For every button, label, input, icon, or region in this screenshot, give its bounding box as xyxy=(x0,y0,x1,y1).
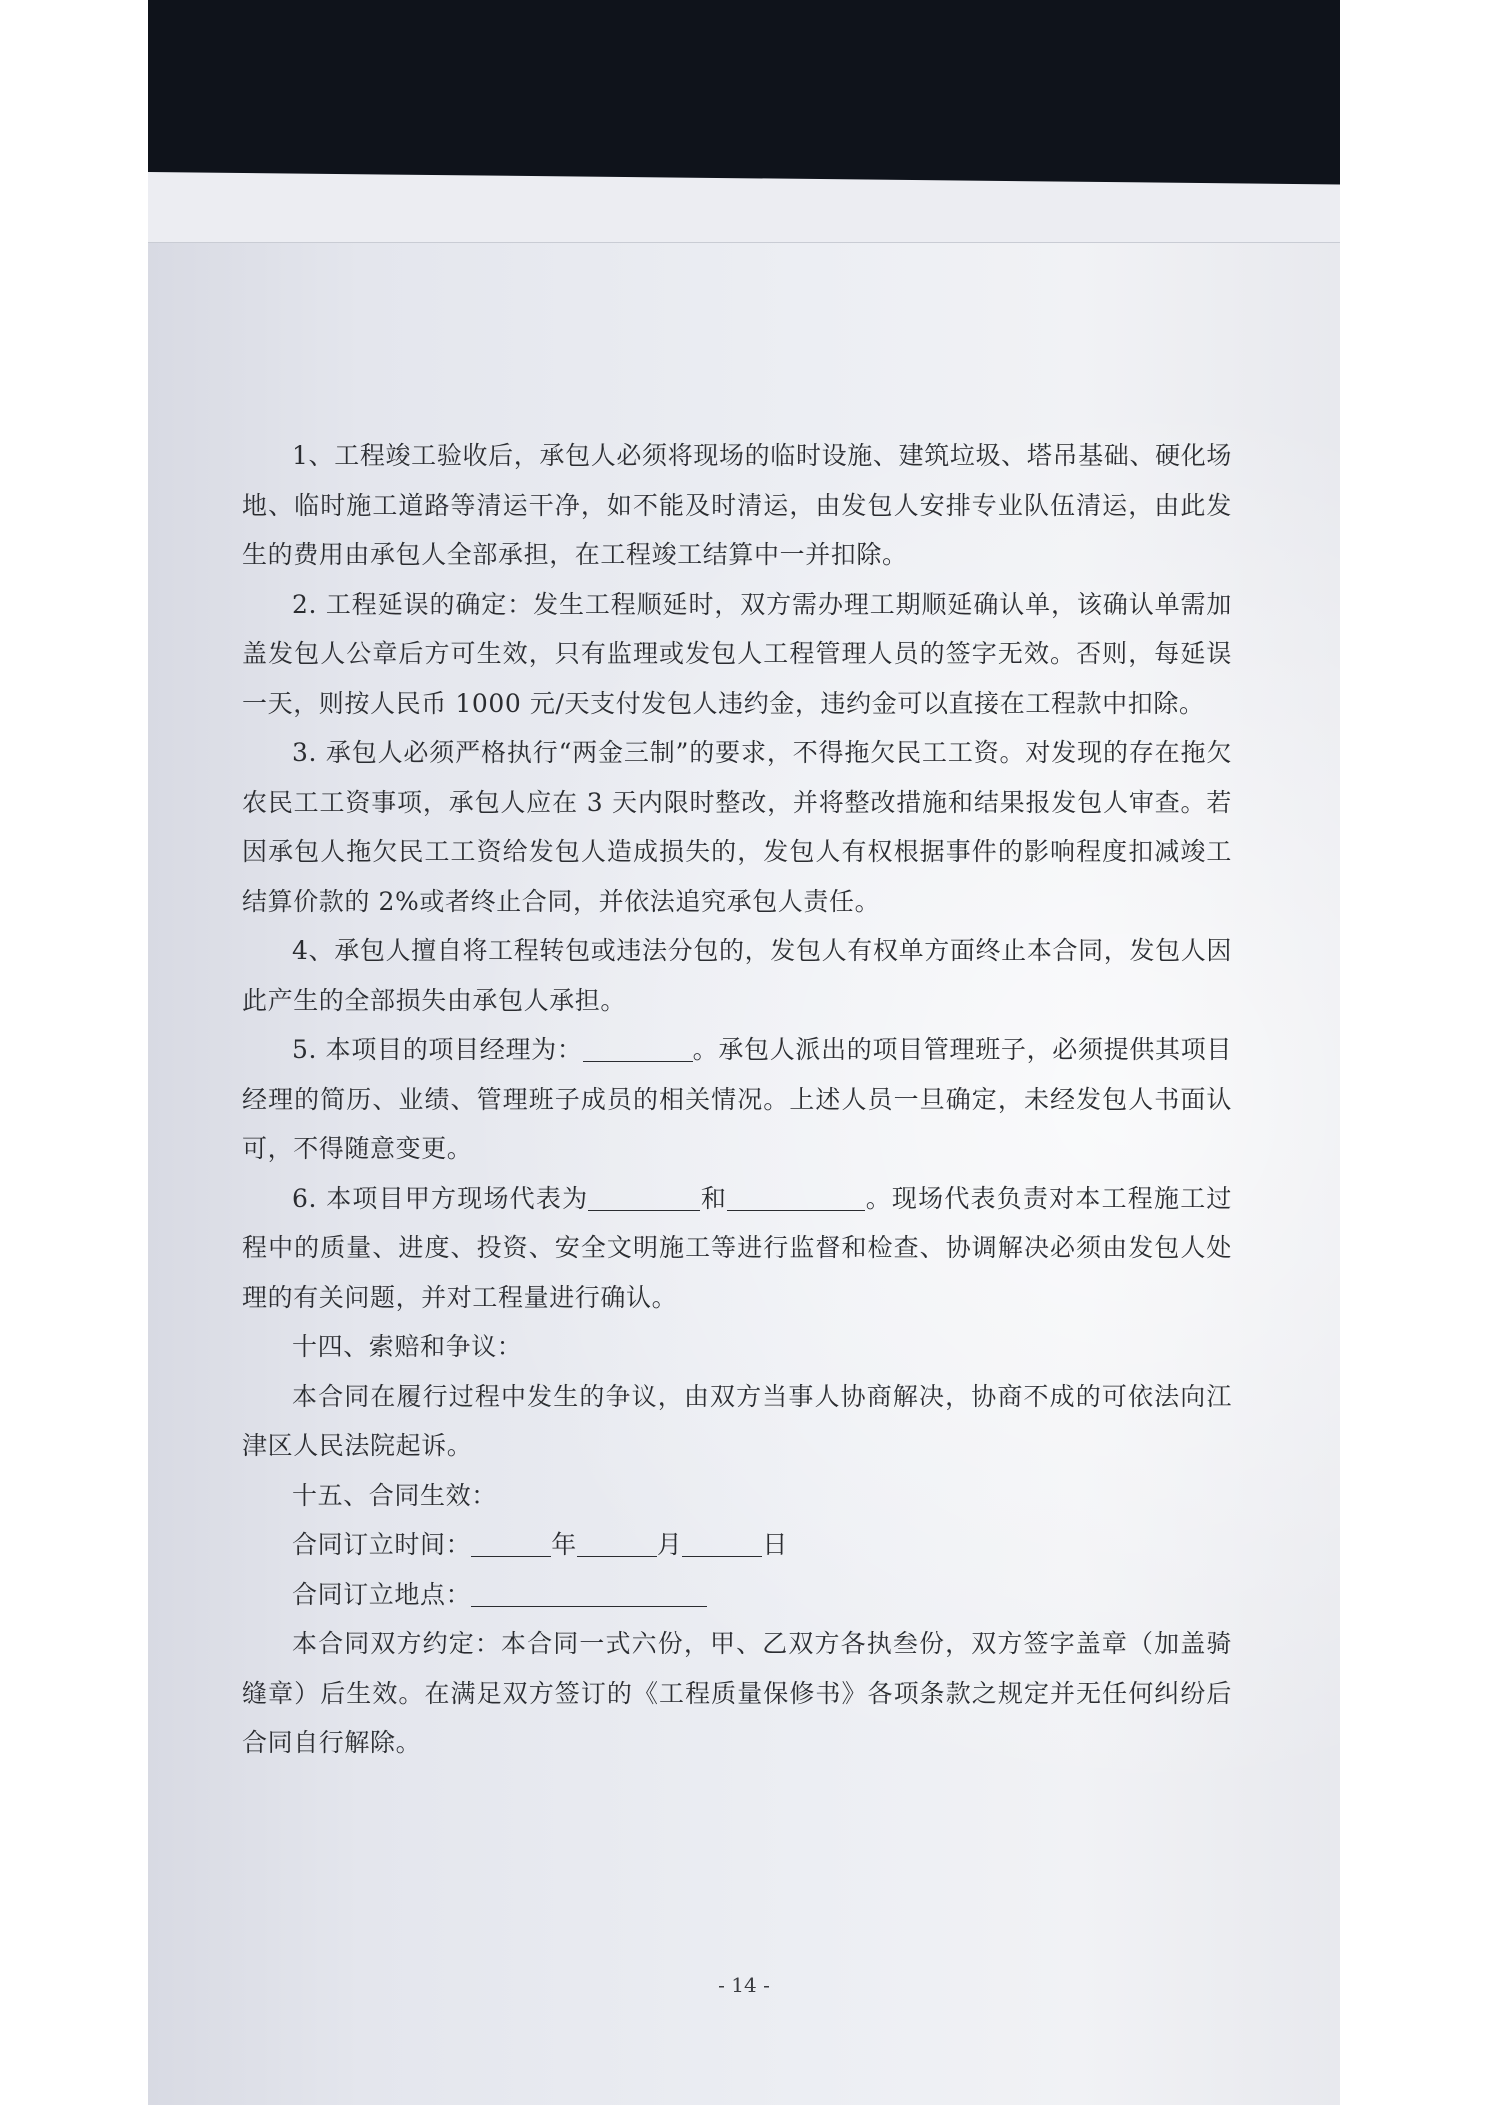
clause-1: 1、工程竣工验收后，承包人必须将现场的临时设施、建筑垃圾、塔吊基础、硬化场地、临时施工道路等清运干净，如不能及时清运，由发包人安排专业队伍清运，由此发生的费用由承包人全部承担，在工程竣工结算中一并扣除。 xyxy=(242,441,1232,569)
clause-3: 3. 承包人必须严格执行“两金三制”的要求，不得拖欠民工工资。对发现的存在拖欠农民工工资事项，承包人应在 3 天内限时整改，并将整改措施和结果报发包人审查。若因承包人拖欠民工工资给发包人造成损失的，发包人有权根据事件的影响程度扣减竣工结算价款的 2%或者终止合同，并依法追究承包人责任。 xyxy=(242,738,1232,916)
photo-background xyxy=(148,0,1340,2105)
clause-2: 2. 工程延误的确定：发生工程顺延时，双方需办理工期顺延确认单，该确认单需加盖发包人公章后方可生效，只有监理或发包人工程管理人员的签字无效。否则，每延误一天，则按人民币 1000 元/天支付发包人违约金，违约金可以直接在工程款中扣除。 xyxy=(242,589,1232,718)
section-14-heading: 十四、索赔和争议： xyxy=(292,1332,523,1361)
day-blank[interactable] xyxy=(682,1530,762,1557)
page-number: - 14 - xyxy=(718,1973,770,1997)
clause-6-and: 和 xyxy=(700,1183,728,1213)
clause-4: 4、承包人擅自将工程转包或违法分包的，发包人有权单方面终止本合同，发包人因此产生的全部损失由承包人承担。 xyxy=(242,936,1232,1015)
contract-text xyxy=(242,431,1232,1768)
clause-6-rest: 。现场代表负责对本工程施工过程中的质量、进度、投资、安全文明施工等进行监督和检查、协调解决必须由发包人处理的有关问题，并对工程量进行确认。 xyxy=(242,1183,1233,1312)
section-15-agreement: 本合同双方约定：本合同一式六份，甲、乙双方各执叁份，双方签字盖章（加盖骑缝章）后生效。在满足双方签订的《工程质量保修书》各项条款之规定并无任何纠纷后合同自行解除。 xyxy=(242,1629,1232,1757)
place-blank[interactable] xyxy=(471,1580,707,1607)
site-rep-1-blank[interactable] xyxy=(588,1184,700,1211)
clause-6-lead: 6. 本项目甲方现场代表为 xyxy=(292,1183,589,1213)
signing-place-label: 合同订立地点： xyxy=(292,1579,472,1609)
project-manager-blank[interactable] xyxy=(583,1035,693,1062)
signing-date-line xyxy=(242,1520,1232,1570)
month-blank[interactable] xyxy=(577,1530,657,1557)
signing-place-line xyxy=(242,1570,1232,1620)
section-15-heading: 十五、合同生效： xyxy=(292,1480,497,1510)
site-rep-2-blank[interactable] xyxy=(727,1184,865,1211)
year-label: 年 xyxy=(551,1530,577,1559)
clause-5-lead: 5. 本项目的项目经理为： xyxy=(292,1035,583,1064)
clause-5-rest: 。承包人派出的项目管理班子，必须提供其项目经理的简历、业绩、管理班子成员的相关情况。上述人员一旦确定，未经发包人书面认可，不得随意变更。 xyxy=(242,1035,1232,1163)
signing-time-label: 合同订立时间： xyxy=(292,1530,472,1559)
document-page xyxy=(148,242,1340,2105)
month-label: 月 xyxy=(656,1530,683,1559)
section-14-body: 本合同在履行过程中发生的争议，由双方当事人协商解决，协商不成的可依法向江津区人民法院起诉。 xyxy=(242,1381,1232,1460)
year-blank[interactable] xyxy=(471,1530,551,1557)
clause-6 xyxy=(242,1174,1232,1323)
clause-5 xyxy=(242,1025,1232,1174)
day-label: 日 xyxy=(762,1530,789,1559)
